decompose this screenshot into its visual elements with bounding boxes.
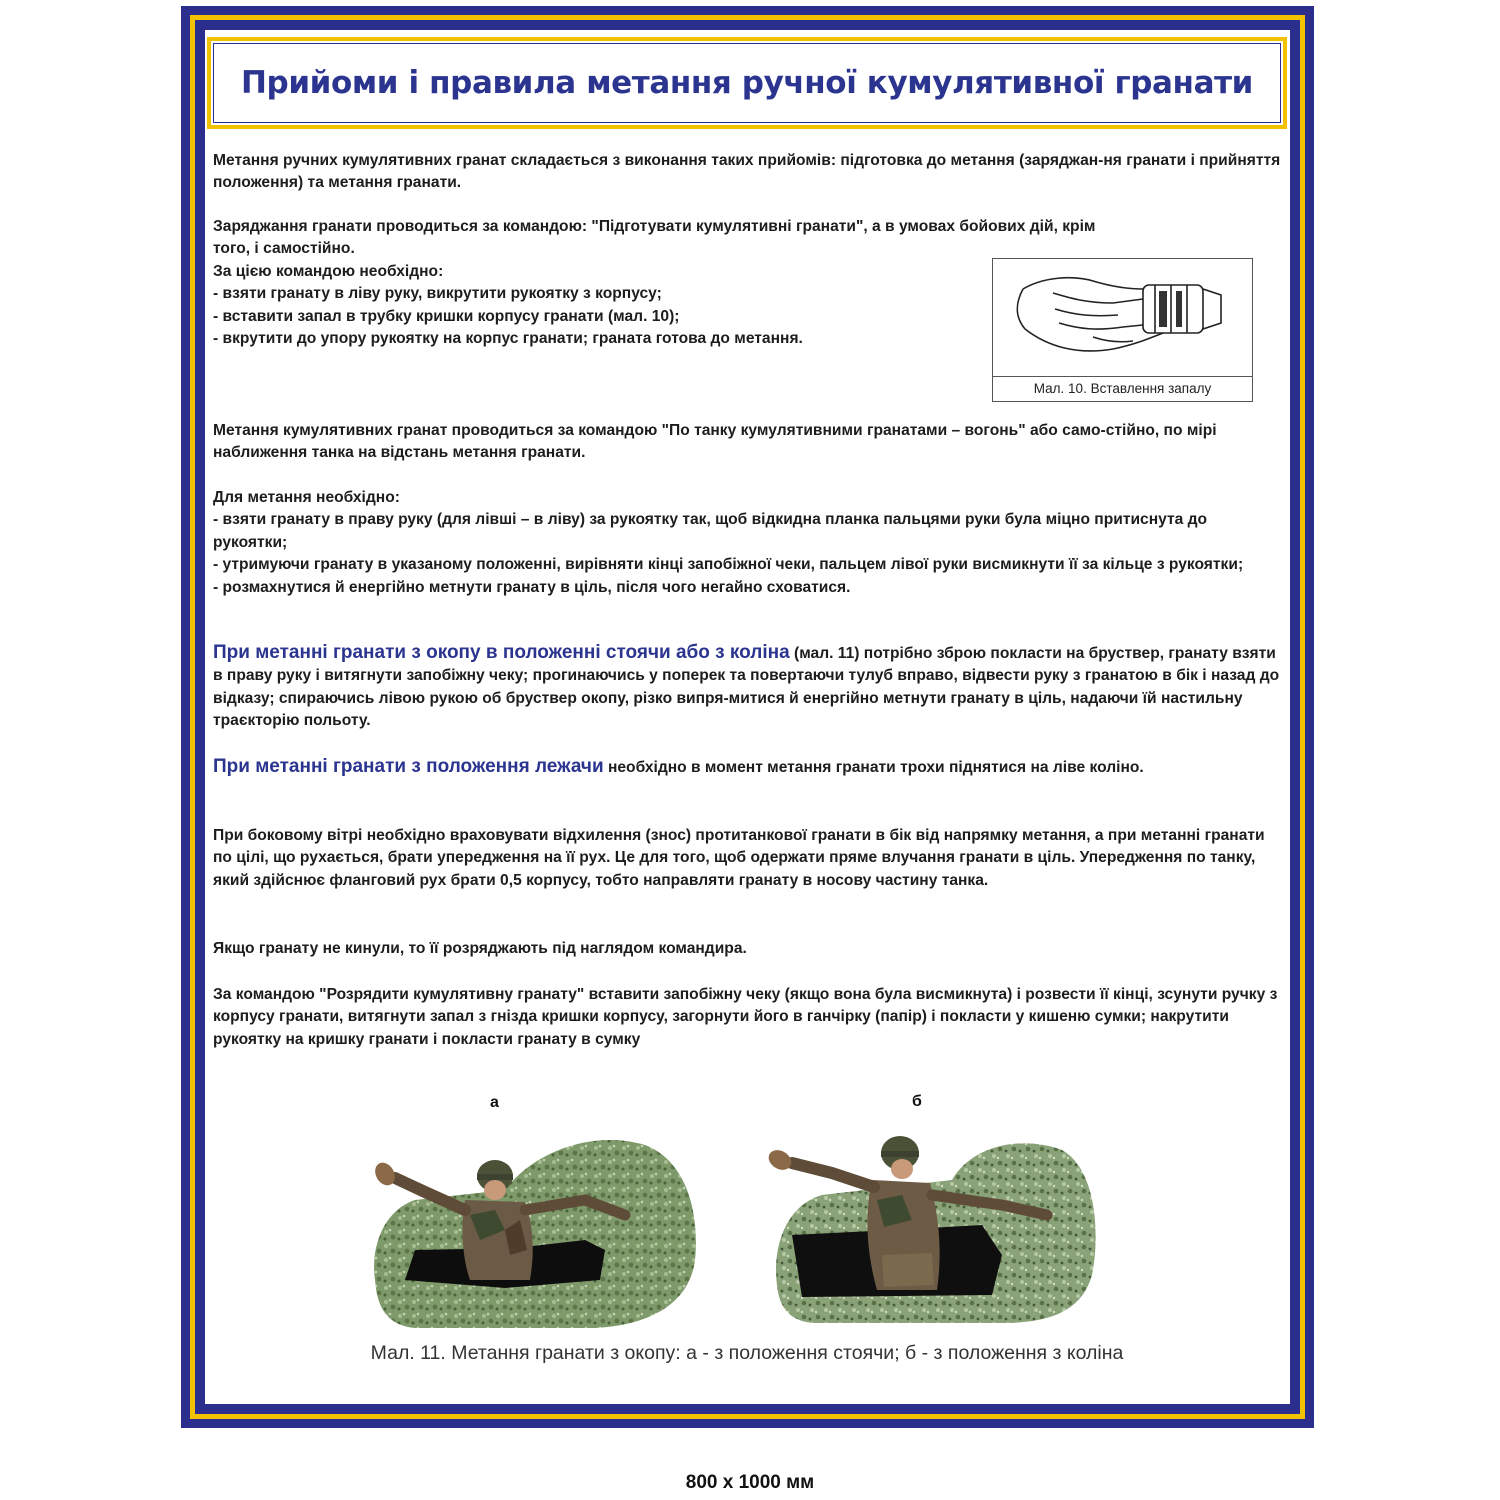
title-box	[207, 37, 1287, 129]
paragraph-intro	[213, 150, 1281, 195]
paragraph-line: того, і самостійно.	[213, 240, 355, 258]
paragraph-text: За командою "Розрядити кумулятивну гранату" вставити запобіжну чеку (якщо вона була висмикнута) і розвести її кінці, зсунути ручку з корпусу гранати, витягнути запал з гнізда кришки корпусу, загорнути його в ганчірку (папір) і покласти у кишеню сумки; накрутити рукоятку на кришку гранати і покласти гранату в сумку	[213, 986, 1278, 1048]
figure-11-label-b: б	[912, 1093, 922, 1110]
paragraph-lead-heading: При метанні гранати з окопу в положенні стоячи або з коліна	[213, 642, 790, 663]
paragraph-text: При боковому вітрі необхідно враховувати відхилення (знос) протитанкової гранати в бік від напрямку метання, а при метанні гранати по цілі, що рухається, брати упередження на її рух. Це для того, щоб одержати пряме влучання гранати в ціль. Упередження по танку, який здійснює фланговий рух брати 0,5 корпусу, тобто направляти гранату в носову частину танка.	[213, 827, 1265, 889]
hand-with-fuse-illustration	[993, 259, 1254, 377]
paragraph-throwing-steps	[213, 487, 1281, 599]
poster-title: Прийоми і правила метання ручної кумулятивної гранати	[240, 65, 1253, 101]
paragraph-line: Для метання необхідно:	[213, 489, 400, 506]
paragraph-throwing-command	[213, 420, 1281, 465]
figure-10	[992, 258, 1253, 402]
paragraph-prone-throw	[213, 756, 1281, 779]
paragraph-text: Метання ручних кумулятивних гранат складається з виконання таких прийомів: підготовка до метання (заряджан-ня гранати і прийняття положення) та метання гранати.	[213, 152, 1281, 192]
paragraph-line: - вкрутити до упору рукоятку на корпус гранати; граната готова до метання.	[213, 330, 803, 348]
paragraph-line: - розмахнутися й енергійно метнути гранату в ціль, після чого негайно сховатися.	[213, 578, 851, 596]
paragraph-line: За цією командою необхідно:	[213, 262, 444, 280]
paragraph-line: - взяти гранату в ліву руку, викрутити рукоятку з корпусу;	[213, 285, 662, 303]
figure-10-caption: Мал. 10. Вставлення запалу	[993, 376, 1252, 401]
paragraph-line: Заряджання гранати проводиться за командою: "Підготувати кумулятивні гранати", а в умовах бойових дій, крім	[213, 218, 1096, 235]
poster-size-label: 800 х 1000 мм	[685, 1472, 815, 1493]
paragraph-lead-heading: При метанні гранати з положення лежачи	[213, 756, 604, 777]
paragraph-text: Якщо гранату не кинули, то її розряджають під наглядом командира.	[213, 940, 747, 957]
paragraph-line: - взяти гранату в праву руку (для лівші – в ліву) за рукоятку так, щоб відкидна планка пальцями руки була міцно притиснута до рукоятки;	[213, 511, 1208, 551]
paragraph-unload	[213, 984, 1281, 1051]
paragraph-text: необхідно в момент метання гранати трохи піднятися на ліве коліно.	[603, 759, 1144, 776]
paragraph-trench-throw	[213, 642, 1281, 733]
figure-11-label-a: а	[490, 1094, 499, 1111]
paragraph-text: Метання кумулятивних гранат проводиться за командою "По танку кумулятивними гранатами – вогонь" або само-стійно, по мірі наближення танка на відстань метання гранати.	[213, 422, 1217, 462]
paragraph-line: - вставити запал в трубку кришки корпусу гранати (мал. 10);	[213, 307, 680, 325]
figure-11-caption: Мал. 11. Метання гранати з окопу: а - з положення стоячи; б - з положення з коліна	[370, 1342, 1124, 1364]
paragraph-unthrown	[213, 938, 1281, 960]
paragraph-text: (мал. 11) потрібно зброю покласти на бруствер, гранату взяти в праву руку і витягнути запобіжну чеку; прогинаючись у поперек та повертаючи тулуб вправо, відвести руку з гранатою в бік і назад до відказу; спираючись лівою рукою об бруствер окопу, різко випря-митися й енергійно метнути гранату в ціль, надаючи їй настильну траєкторію польоту.	[213, 645, 1280, 730]
figure-11b-soldier-kneeling	[752, 1125, 1102, 1325]
paragraph-wind	[213, 825, 1281, 892]
figure-11a-soldier-standing	[355, 1130, 705, 1330]
paragraph-line: - утримуючи гранату в указаному положенні, вирівняти кінці запобіжної чеки, пальцем лівої руки висмикнути її за кільце з рукоятки;	[213, 556, 1244, 574]
